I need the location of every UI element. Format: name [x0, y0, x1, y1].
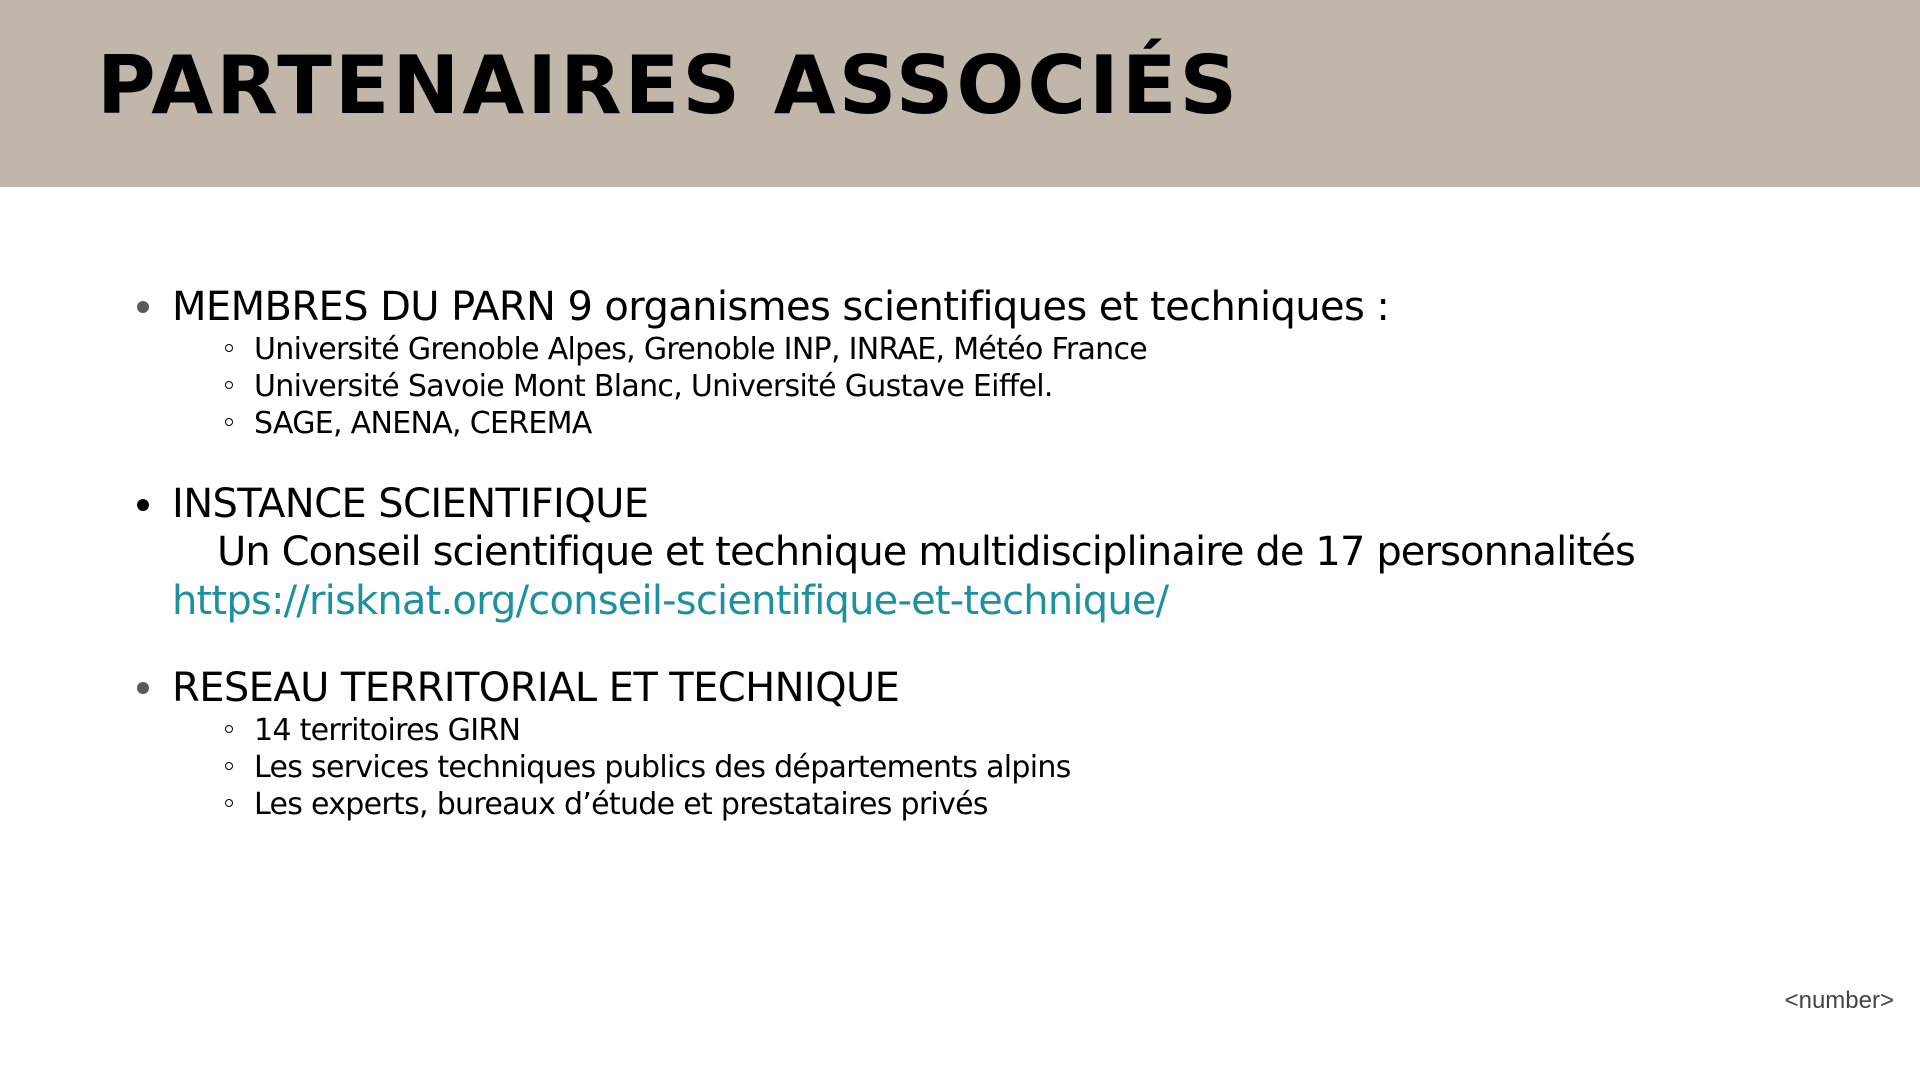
conseil-link[interactable]: https://risknat.org/conseil-scientifique-et-technique/ — [172, 578, 1169, 624]
list-item-text: 14 territoires GIRN — [254, 713, 521, 748]
section-heading-reseau: RESEAU TERRITORIAL ET TECHNIQUE — [172, 665, 900, 711]
section-heading-instance: INSTANCE SCIENTIFIQUE — [172, 481, 649, 527]
slide-title: PARTENAIRES ASSOCIÉS — [97, 39, 1241, 132]
list-item-text: Université Grenoble Alpes, Grenoble INP, INRAE, Météo France — [254, 332, 1147, 367]
bullet-circle — [225, 762, 233, 770]
bullet-dot — [137, 682, 149, 694]
list-item-text: Les services techniques publics des départements alpins — [254, 750, 1071, 785]
bullet-dot — [137, 499, 149, 511]
list-item — [0, 786, 1920, 823]
list-item — [0, 749, 1920, 786]
list-item-text: Les experts, bureaux d’étude et prestataires privés — [254, 787, 988, 822]
section-description: Un Conseil scientifique et technique multidisciplinaire de 17 personnalités — [217, 529, 1635, 575]
bullet-circle — [225, 418, 233, 426]
bullet-circle — [225, 344, 233, 352]
list-item-text: SAGE, ANENA, CEREMA — [254, 406, 592, 441]
bullet-circle — [225, 381, 233, 389]
bullet-circle — [225, 725, 233, 733]
list-item — [0, 331, 1920, 368]
list-item — [0, 368, 1920, 405]
bullet-circle — [225, 799, 233, 807]
section-heading-membres: MEMBRES DU PARN 9 organismes scientifiques et techniques : — [172, 284, 1390, 330]
title-banner — [0, 0, 1920, 187]
list-item — [0, 712, 1920, 749]
list-item — [0, 405, 1920, 442]
slide-number: <number> — [1784, 987, 1894, 1014]
list-item-text: Université Savoie Mont Blanc, Université Gustave Eiffel. — [254, 369, 1053, 404]
bullet-dot — [137, 301, 149, 313]
